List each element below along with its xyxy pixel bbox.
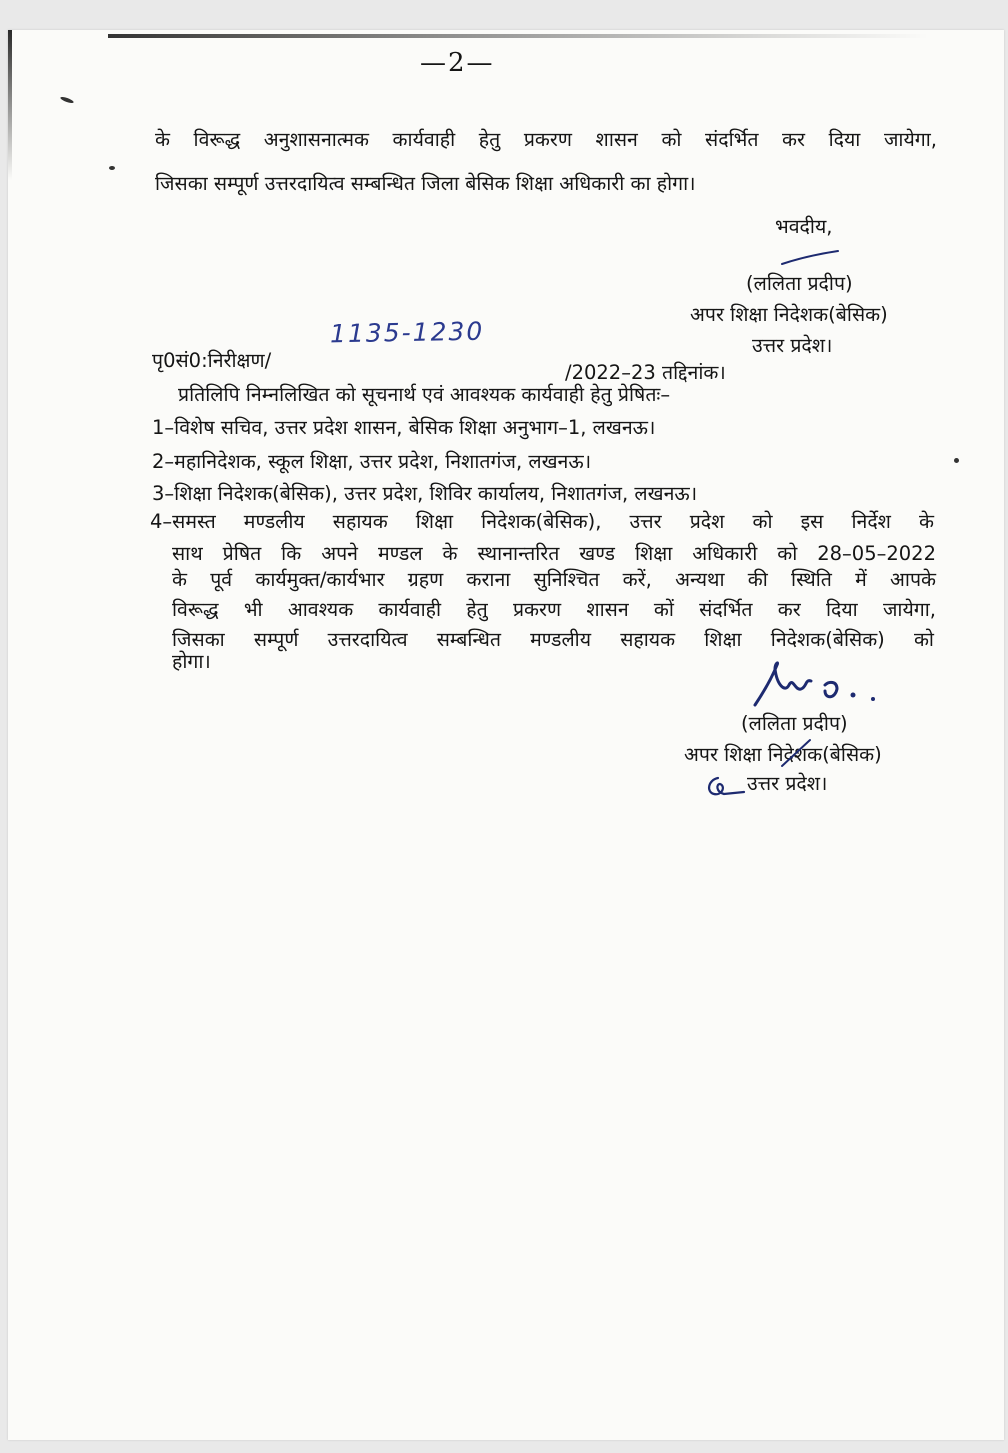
recipient-4-line4: विरूद्ध भी आवश्यक कार्यवाही हेतु प्रकरण शासन कों संदर्भित कर दिया जायेगा, <box>172 598 936 621</box>
closing-name: (ललिता प्रदीप) <box>746 272 853 295</box>
recipient-1: 1–विशेष सचिव, उत्तर प्रदेश शासन, बेसिक शिक्षा अनुभाग–1, लखनऊ। <box>152 416 656 439</box>
closing-salutation: भवदीय, <box>775 215 833 238</box>
recipient-4-line1: 4–समस्त मण्डलीय सहायक शिक्षा निदेशक(बेसिक), उत्तर प्रदेश को इस निर्देश के <box>150 510 934 533</box>
initial-mark <box>704 774 746 800</box>
reference-handwritten-number: 1135-1230 <box>329 316 485 349</box>
document-page <box>8 30 1004 1440</box>
reference-suffix: /2022–23 तद्दिनांक। <box>565 361 726 384</box>
recipient-4-line3: के पूर्व कार्यमुक्त/कार्यभार ग्रहण कराना सुनिश्चित करें, अन्यथा की स्थिति में आपके <box>172 568 936 591</box>
signature <box>745 655 885 720</box>
closing2-designation: अपर शिक्षा निदेशक(बेसिक) <box>684 743 882 766</box>
recipient-3: 3–शिक्षा निदेशक(बेसिक), उत्तर प्रदेश, शिविर कार्यालय, निशातगंज, लखनऊ। <box>152 482 698 505</box>
closing2-name: (ललिता प्रदीप) <box>741 712 848 735</box>
scan-speck <box>954 458 959 463</box>
recipient-4-line2: साथ प्रेषित कि अपने मण्डल के स्थानान्तरित खण्ड शिक्षा अधिकारी को 28–05–2022 <box>172 542 936 565</box>
closing-state: उत्तर प्रदेश। <box>752 334 833 357</box>
recipient-4-line5: जिसका सम्पूर्ण उत्तरदायित्व सम्बन्धित मण्डलीय सहायक शिक्षा निदेशक(बेसिक) को <box>172 628 934 651</box>
recipient-2: 2–महानिदेशक, स्कूल शिक्षा, उत्तर प्रदेश, निशातगंज, लखनऊ। <box>152 450 592 473</box>
signature-strike <box>780 738 840 768</box>
scan-speck <box>60 96 75 105</box>
recipient-4-line6: होगा। <box>172 650 211 673</box>
page-number: —2— <box>420 48 495 78</box>
scan-edge-top <box>108 34 928 38</box>
para1-line1: के विरूद्ध अनुशासनात्मक कार्यवाही हेतु प्रकरण शासन को संदर्भित कर दिया जायेगा, <box>155 128 937 151</box>
para1-line2: जिसका सम्पूर्ण उत्तरदायित्व सम्बन्धित जिला बेसिक शिक्षा अधिकारी का होगा। <box>155 172 696 195</box>
scan-speck <box>109 166 115 170</box>
closing2-state: उत्तर प्रदेश। <box>747 772 828 795</box>
copy-intro: प्रतिलिपि निम्नलिखित को सूचनार्थ एवं आवश्यक कार्यवाही हेतु प्रेषितः– <box>178 383 671 406</box>
signature-stroke-1 <box>780 248 840 268</box>
closing-designation: अपर शिक्षा निदेशक(बेसिक) <box>690 303 888 326</box>
reference-prefix: पृ0सं0:निरीक्षण/ <box>152 349 272 372</box>
scan-edge-left <box>8 30 12 180</box>
